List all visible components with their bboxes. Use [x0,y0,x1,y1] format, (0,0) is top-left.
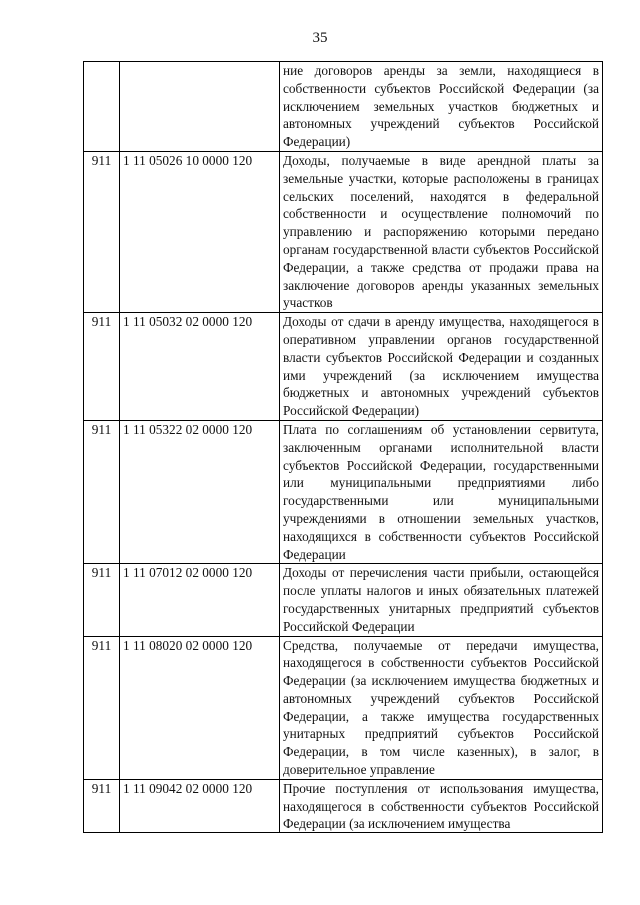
income-name-cell: ние договоров аренды за земли, находящиеся в собственности субъектов Российской Федерации (за исключением земельных участков бюджетных и автономных учреждений субъектов Российской Федерации) [280,62,603,152]
income-name-cell: Доходы, получаемые в виде арендной платы за земельные участки, которые расположены в границах сельских поселений, находятся в федеральной собственности и осуществление полномочий по управлению и распоряжению которыми передано органам государственной власти субъектов Российской Федерации, а также средства от продажи права на заключение договоров аренды указанных земельных участков [280,151,603,312]
table-row [84,636,603,779]
budget-code-cell [120,62,280,152]
budget-code-cell: 1 11 07012 02 0000 120 [120,564,280,636]
table-row [84,151,603,312]
budget-code-cell: 1 11 09042 02 0000 120 [120,779,280,832]
table-row [84,779,603,832]
admin-code-cell: 911 [84,313,120,421]
table-row [84,564,603,636]
income-name-text: Прочие поступления от использования имущества, находящегося в собственности субъектов Российской Федерации (за исключением имущества [283,780,599,832]
budget-code-cell: 1 11 05032 02 0000 120 [120,313,280,421]
income-name-cell: Плата по соглашениям об установлении сервитута, заключенным органами исполнительной власти субъектов Российской Федерации, государственными или муниципальными предприятиями либо государственными или муниципальными учреждениями в отношении земельных участков, находящихся в собственности субъектов Российской Федерации [280,420,603,563]
budget-code-cell: 1 11 05322 02 0000 120 [120,420,280,563]
admin-code-cell [84,62,120,152]
admin-code-cell: 911 [84,779,120,832]
table-row [84,313,603,421]
table-row [84,420,603,563]
admin-code-cell: 911 [84,636,120,779]
income-name-cell [280,779,603,832]
admin-code-cell: 911 [84,151,120,312]
income-name-cell: Доходы от сдачи в аренду имущества, находящегося в оперативном управлении органов государственной власти субъектов Российской Федерации и созданных ими учреждений (за исключением имущества бюджетных и автономных учреждений субъектов Российской Федерации) [280,313,603,421]
admin-code-cell: 911 [84,420,120,563]
budget-code-cell: 1 11 08020 02 0000 120 [120,636,280,779]
budget-codes-table [83,61,603,833]
income-name-cell: Средства, получаемые от передачи имущества, находящегося в собственности субъектов Российской Федерации (за исключением имущества бюджетных и автономных учреждений субъектов Российской Федерации, а также имущества государственных унитарных предприятий субъектов Российской Федерации, в том числе казенных), в залог, в доверительное управление [280,636,603,779]
admin-code-cell: 911 [84,564,120,636]
page-number: 35 [312,30,328,46]
table-row [84,62,603,152]
income-name-cell: Доходы от перечисления части прибыли, остающейся после уплаты налогов и иных обязательных платежей государственных унитарных предприятий субъектов Российской Федерации [280,564,603,636]
budget-code-cell: 1 11 05026 10 0000 120 [120,151,280,312]
